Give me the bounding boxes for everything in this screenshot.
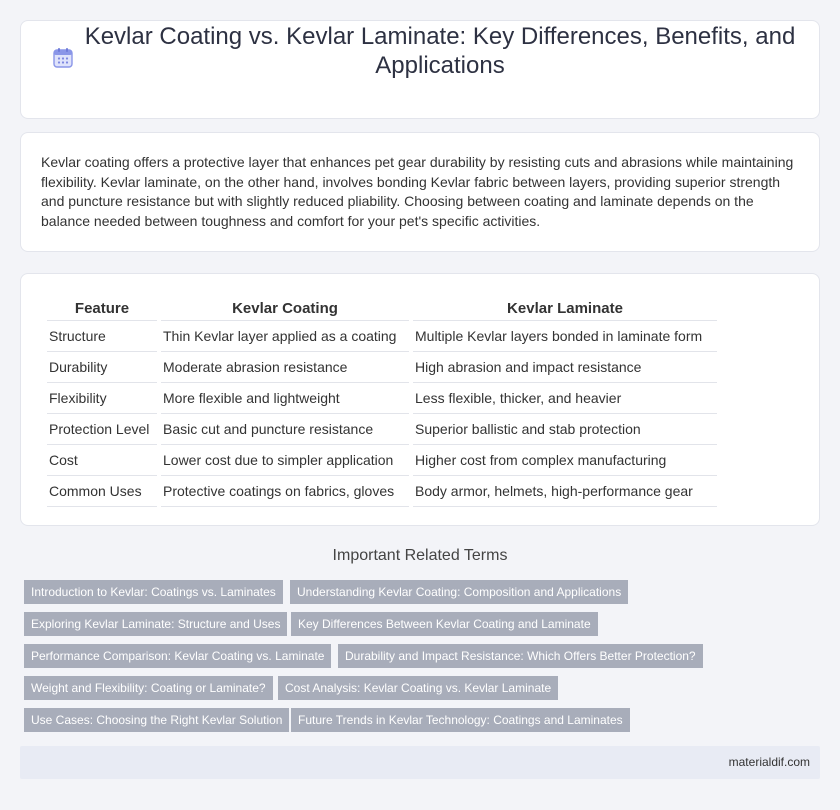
related-term-tag[interactable]: Weight and Flexibility: Coating or Laminate? — [24, 676, 273, 700]
table-cell: Protection Level — [47, 414, 157, 445]
table-cell: Common Uses — [47, 476, 157, 507]
calendar-icon — [52, 47, 74, 69]
table-cell: Protective coatings on fabrics, gloves — [161, 476, 409, 507]
table-row — [47, 414, 717, 445]
table-cell: Durability — [47, 352, 157, 383]
column-header: Kevlar Laminate — [413, 295, 717, 321]
table-row — [47, 476, 717, 507]
table-cell: High abrasion and impact resistance — [413, 352, 717, 383]
table-cell: Basic cut and puncture resistance — [161, 414, 409, 445]
table-cell: Structure — [47, 321, 157, 352]
related-term-tag[interactable]: Cost Analysis: Kevlar Coating vs. Kevlar Laminate — [278, 676, 558, 700]
column-header: Kevlar Coating — [161, 295, 409, 321]
summary-card — [20, 132, 820, 252]
table-row — [47, 321, 717, 352]
related-term-tag[interactable]: Use Cases: Choosing the Right Kevlar Solution — [24, 708, 289, 732]
table-cell: Multiple Kevlar layers bonded in laminate form — [413, 321, 717, 352]
table-cell: Lower cost due to simpler application — [161, 445, 409, 476]
summary-text: Kevlar coating offers a protective layer that enhances pet gear durability by resisting cuts and abrasions while maintaining flexibility. Kevlar laminate, on the other hand, involves bonding Kevlar fabric between layers, providing superior strength and puncture resistance but with slightly reduced pliability. Choosing between coating and laminate depends on the balance needed between toughness and comfort for your pet's specific activities. — [41, 154, 794, 229]
related-term-tag[interactable]: Performance Comparison: Kevlar Coating vs. Laminate — [24, 644, 331, 668]
site-name[interactable]: materialdif.com — [728, 755, 810, 769]
page-title: Kevlar Coating vs. Kevlar Laminate: Key Differences, Benefits, and Applications — [84, 23, 796, 79]
table-cell: Less flexible, thicker, and heavier — [413, 383, 717, 414]
table-row — [47, 352, 717, 383]
comparison-table — [43, 295, 721, 507]
column-header: Feature — [47, 295, 157, 321]
related-term-tag[interactable]: Exploring Kevlar Laminate: Structure and Uses — [24, 612, 287, 636]
related-term-tag[interactable]: Understanding Kevlar Coating: Composition and Applications — [290, 580, 628, 604]
table-cell: Moderate abrasion resistance — [161, 352, 409, 383]
related-term-tag[interactable]: Future Trends in Kevlar Technology: Coatings and Laminates — [291, 708, 630, 732]
table-cell: Higher cost from complex manufacturing — [413, 445, 717, 476]
table-cell: Flexibility — [47, 383, 157, 414]
related-term-tag[interactable]: Introduction to Kevlar: Coatings vs. Laminates — [24, 580, 283, 604]
comparison-card — [20, 273, 820, 526]
table-cell: Cost — [47, 445, 157, 476]
related-term-tag[interactable]: Key Differences Between Kevlar Coating and Laminate — [291, 612, 598, 636]
table-cell: Thin Kevlar layer applied as a coating — [161, 321, 409, 352]
related-term-tag[interactable]: Durability and Impact Resistance: Which Offers Better Protection? — [338, 644, 703, 668]
table-row — [47, 445, 717, 476]
table-cell: Superior ballistic and stab protection — [413, 414, 717, 445]
table-row — [47, 383, 717, 414]
footer — [20, 746, 820, 779]
related-terms-title: Important Related Terms — [332, 547, 508, 564]
table-header-row — [47, 295, 717, 321]
table-cell: Body armor, helmets, high-performance gear — [413, 476, 717, 507]
table-cell: More flexible and lightweight — [161, 383, 409, 414]
